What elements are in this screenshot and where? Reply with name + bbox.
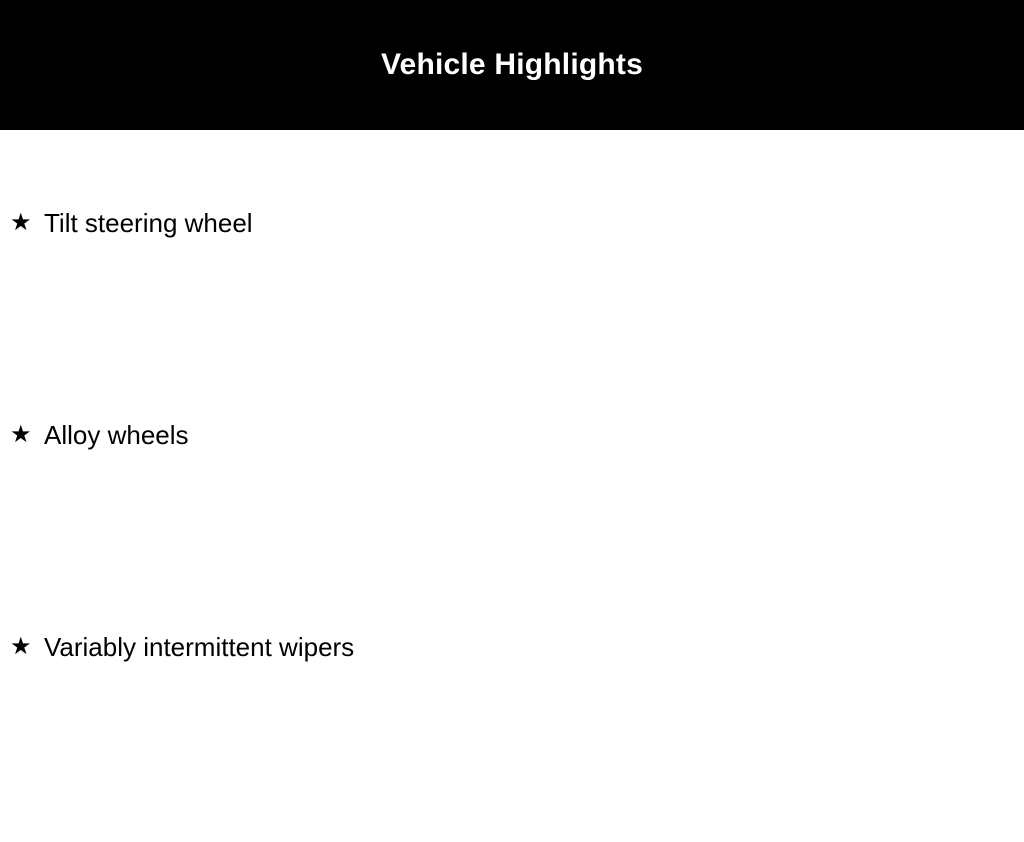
list-item [0,206,1024,418]
star-icon: ★ [10,633,32,660]
header-bar [0,0,1024,130]
list-item-label: Alloy wheels [44,420,189,450]
star-icon: ★ [10,209,32,236]
slide-content [0,130,1024,768]
page-title: Vehicle Highlights [381,48,643,81]
list-item [0,418,1024,630]
star-icon: ★ [10,421,32,448]
list-item-label: Variably intermittent wipers [44,632,355,662]
list-item-label: Tilt steering wheel [44,208,253,238]
list-item [0,630,1024,842]
highlights-list [0,206,1024,842]
